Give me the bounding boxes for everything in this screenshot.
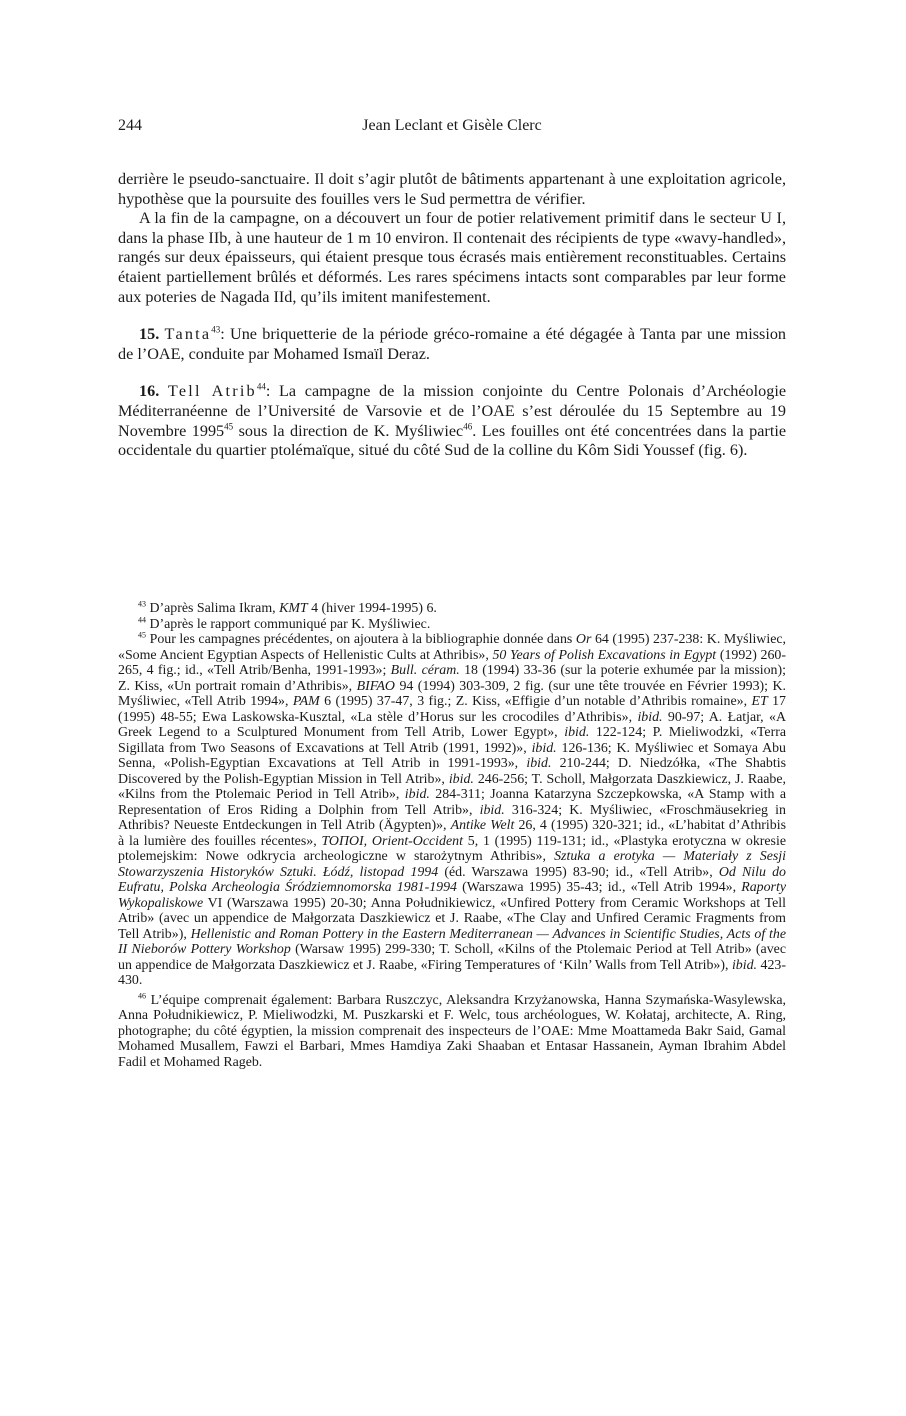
citation-title: Or [575, 632, 592, 647]
footnote-text: 284-311; Joanna Katarzyna Szczepkowska, «A Stamp with a Representation of Eros Riding a Dolphin from Tell Atrib», [118, 787, 786, 818]
footnote-ref[interactable]: 43 [211, 324, 221, 335]
footnote-ref[interactable]: 46 [463, 421, 473, 432]
footnote-text: VI (Warszawa 1995) 20-30; Anna Południkiewicz, «Unfired Pottery from Ceramic Workshops at Tell Atrib» (avec un appendice de Małgorzata Daszkiewicz et J. Raabe, «The Clay and Unfired Ceramic Fragments from Tell Atrib»), [118, 895, 786, 942]
section-number: 16. [139, 382, 160, 401]
citation-title: Bull. céram. [390, 663, 460, 678]
citation-title: Raporty Wykopaliskowe [118, 880, 786, 911]
footnote-text: L’équipe comprenait également: Barbara Ruszczyc, Aleksandra Krzyżanowska, Hanna Szymańska-Wasylewska, Anna Południkiewicz, P. Mieliwodzki, M. Puszkarski et F. Welc, tous archéologues, W. Kołataj, architecte, A. Ring, photographe; du côté égyptien, la mission comprenait des inspecteurs de l’OAE: Mme Moattameda Bakr Said, Gamal Mohamed Musallem, Fawzi el Barbari, Mmes Hamdiya Zaki Shaaban et Entasar Hassanein, Ayman Ibrahim Abdel Fadil et Mohamed Rageb. [118, 992, 786, 1070]
footnote-text: 246-256; T. Scholl, Małgorzata Daszkiewicz, J. Raabe, «Kilns from the Ptolemaic Period in Tell Atrib», [118, 771, 786, 802]
footnotes [118, 601, 786, 1070]
citation-title: Antike Welt [450, 818, 515, 833]
citation-title: ibid. [404, 787, 430, 802]
footnote-text: 316-324; K. Myśliwiec, «Froschmäusekrieg in Athribis? Neueste Entdeckungen in Tell Atrib (Ägypten)», [118, 802, 786, 833]
footnote-number: 45 [138, 630, 146, 640]
footnote-text: 26, 4 (1995) 320-321; id., «L’habitat d’Athribis à la lumière des fouilles récentes», [118, 818, 786, 849]
page-number: 244 [118, 117, 142, 134]
paragraph-kiln: A la fin de la campagne, on a découvert un four de potier relativement primitif dans le secteur U I, dans la phase IIb, à une hauteur de 1 m 10 environ. Il contenait des récipients de type «wavy-handled», rangés sur deux épaisseurs, qui étaient presque tous écrasés mais entièrement reconstituables. Certains étaient partiellement brûlés et déformés. Les rares spécimens intacts sont comparables par leur forme aux poteries de Nagada IId, qu’ils imitent manifestement. [118, 209, 786, 306]
citation-title: ibid. [526, 756, 552, 771]
citation-title: ibid. [531, 740, 557, 756]
section-text: sous la direction de K. Myśliwiec [233, 421, 464, 440]
citation-title: ibid. [479, 802, 505, 818]
section-text: . Les fouilles ont été concentrées dans la partie occidentale du quartier ptolémaïque, situé du côté Sud de la colline du Kôm Sidi Youssef (fig. 6). [118, 421, 787, 460]
site-name: Tell Atrib [167, 382, 257, 401]
footnote-text: 5, 1 (1995) 119-131; id., «Plastyka erotyczna w okresie ptolemejskim: Nowe odkrycia archeologiczne w starożytnym Athribis», [118, 833, 786, 864]
citation-title: ET [751, 694, 768, 709]
citation-title: Hellenistic and Roman Pottery in the Eastern Mediterranean — Advances in Scientific Studies, Acts of the II Nieborów Pottery Workshop [118, 926, 786, 957]
footnote-text: 64 (1995) 237-238: K. Myśliwiec, «Some Ancient Egyptian Aspects of Hellenistic Cults at Athribis», [118, 632, 787, 663]
running-header [118, 117, 786, 137]
journal-title: KMT [279, 601, 308, 616]
footnote-44 [118, 614, 786, 633]
footnote-ref[interactable]: 44 [256, 381, 266, 392]
footnote-text: 4 (hiver 1994-1995) 6. [307, 601, 437, 616]
footnote-text: Pour les campagnes précédentes, on ajoutera à la bibliographie donnée dans [146, 632, 576, 647]
site-name: Tanta [164, 325, 212, 344]
running-title: Jean Leclant et Gisèle Clerc [362, 117, 542, 134]
footnote-text: D’après Salima Ikram, [146, 601, 280, 616]
main-text [118, 170, 786, 461]
footnote-text: 18 (1994) 33-36 (sur la poterie exhumée par la mission); Z. Kiss, «Un portrait romain d’Athribis», [118, 663, 786, 694]
footnote-number: 44 [138, 614, 146, 624]
citation-title: ΤΟΠΟΙ, Orient-Occident [321, 833, 463, 849]
footnote-text: 126-136; K. Myśliwiec et Somaya Abu Senna, «Polish-Egyptian Excavations at Tell Atrib in 1991-1993», [118, 740, 786, 771]
citation-title: ibid. [731, 957, 758, 973]
citation-title: ibid. [448, 771, 474, 787]
footnote-text: (1992) 260-265, 4 fig.; id., «Tell Atrib/Benha, 1991-1993»; [118, 647, 786, 678]
footnote-text: 210-244; D. Niedzółka, «The Shabtis Discovered by the Polish-Egyptian Mission in Tell Atrib», [118, 756, 786, 787]
citation-title: Od Nilu do Eufratu, Polska Archeologia Śródziemnomorska 1981-1994 [118, 864, 787, 895]
section-text: : La campagne de la mission conjointe du Centre Polonais d’Archéologie Méditerranéenne de l’Université de Varsovie et de l’OAE s’est déroulée du 15 Septembre au 19 Novembre 1995 [118, 382, 787, 440]
footnote-text: 17 (1995) 48-55; Ewa Laskowska-Kusztal, «La stèle d’Horus sur les crocodiles d’Athribis», [118, 694, 786, 725]
footnote-text: 122-124; P. Mieliwodzki, «Terra Sigillata from Two Seasons of Excavations at Tell Atrib (1991, 1992)», [118, 725, 786, 756]
citation-title: BIFAO [356, 678, 395, 694]
citation-title: 50 Years of Polish Excavations in Egypt [492, 647, 717, 663]
section-text: : Une briquetterie de la période gréco-romaine a été dégagée à Tanta par une mission de l’OAE, conduite par Mohamed Ismaïl Deraz. [118, 325, 787, 363]
footnote-text [118, 632, 786, 988]
citation-title: ibid. [564, 725, 590, 740]
footnote-46 [118, 990, 786, 1071]
footnote-ref[interactable]: 45 [224, 421, 234, 432]
footnote-number: 46 [138, 990, 146, 1000]
citation-title: Sztuka a erotyka — Materiały z Sesji Stowarzyszenia Historyków Sztuki. Łódź, listopad 1994 [118, 849, 787, 880]
section-16 [118, 382, 786, 460]
footnote-43 [118, 601, 786, 617]
section-15 [118, 325, 786, 364]
footnote-text: (Warszawa 1995) 35-43; id., «Tell Atrib 1994», [457, 880, 742, 895]
paragraph-continued: derrière le pseudo-sanctuaire. Il doit s’agir plutôt de bâtiments appartenant à une exploitation agricole, hypothèse que la poursuite des fouilles vers le Sud permettra de vérifier. [118, 170, 786, 208]
section-number: 15. [139, 325, 160, 344]
footnote-text: D’après le rapport communiqué par K. Myśliwiec. [146, 616, 431, 632]
footnote-text: 90-97; A. Łatjar, «A Greek Legend to a Sculptured Monument from Tell Atrib, Lower Egypt», [118, 709, 786, 740]
citation-title: ibid. [637, 709, 663, 725]
footnote-number: 43 [138, 599, 146, 609]
footnote-text: 423-430. [118, 957, 786, 988]
footnote-text: 94 (1994) 303-309, 2 fig. (sur une tête trouvée en Février 1993); K. Myśliwiec, «Tell Atrib 1994», [118, 678, 786, 709]
footnote-45 [118, 632, 786, 989]
footnote-text: 6 (1995) 37-47, 3 fig.; Z. Kiss, «Effigie d’un notable d’Athribis romaine», [319, 694, 752, 709]
footnote-text: (Warsaw 1995) 299-330; T. Scholl, «Kilns of the Ptolemaic Period at Tell Atrib» (avec un appendice de Małgorzata Daszkiewicz et J. Raabe, «Firing Temperatures of ‘Kiln’ Walls from Tell Atrib»), [118, 942, 786, 973]
footnote-text: (éd. Warszawa 1995) 83-90; id., «Tell Atrib», [438, 864, 719, 880]
citation-title: PAM [292, 694, 320, 709]
